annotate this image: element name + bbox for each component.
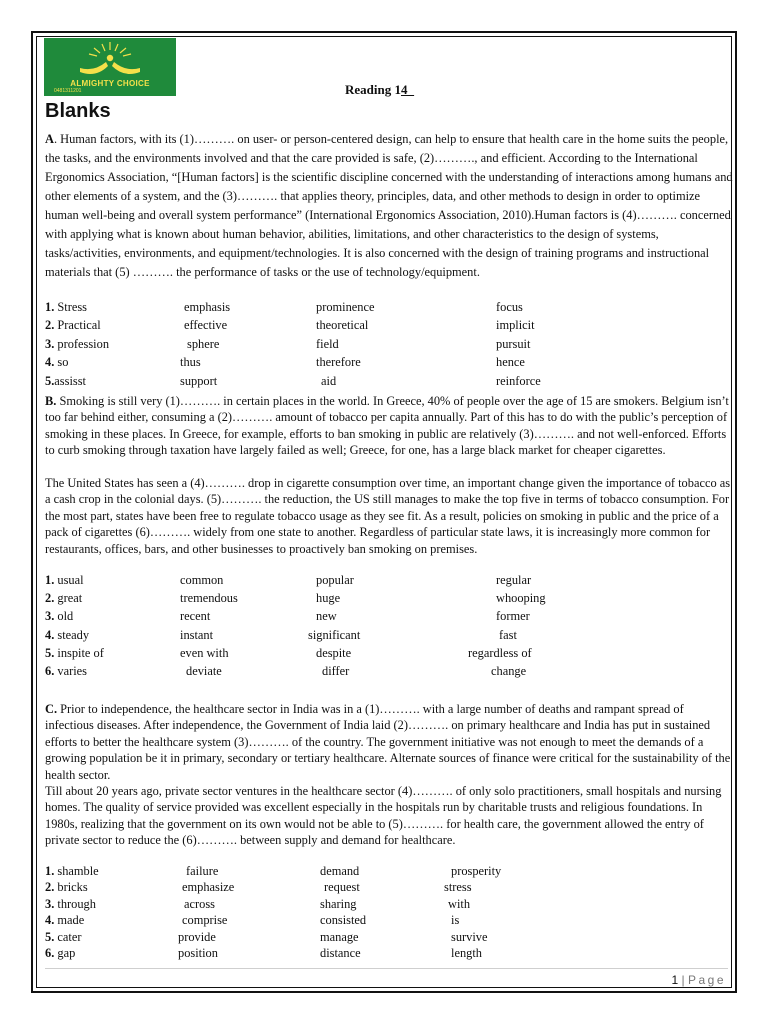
- option-choice-c: theoretical: [316, 318, 369, 333]
- option-row: [45, 300, 733, 318]
- section-b-passage: [45, 393, 733, 459]
- option-number: 1.: [45, 300, 55, 314]
- option-choice-a-text: Practical: [54, 318, 101, 333]
- option-row: [45, 609, 733, 627]
- section-c-label: C.: [45, 702, 58, 716]
- option-choice-a: [45, 628, 89, 643]
- section-c-options: [45, 864, 733, 962]
- option-choice-b: emphasis: [184, 300, 231, 314]
- option-choice-b: common: [180, 573, 224, 587]
- logo-hands-icon: [44, 38, 176, 80]
- option-choice-d: implicit: [496, 318, 535, 333]
- option-row: [45, 318, 733, 336]
- option-choice-d: focus: [496, 300, 523, 314]
- option-row: [45, 355, 733, 373]
- reading-label: Reading 1: [345, 82, 401, 97]
- option-row: [45, 628, 733, 646]
- option-choice-a: [45, 880, 88, 895]
- option-row: [45, 374, 733, 392]
- option-number: 2.: [45, 880, 55, 895]
- option-choice-a: [45, 913, 84, 928]
- page-number: 1: [671, 973, 679, 987]
- option-row: [45, 646, 733, 664]
- option-row: [45, 930, 733, 946]
- option-number: 4.: [45, 627, 55, 642]
- option-choice-a: [45, 300, 87, 315]
- option-choice-d: hence: [496, 355, 525, 370]
- option-choice-a-text: Stress: [54, 300, 87, 314]
- footer-separator: |: [681, 973, 685, 987]
- option-choice-a: [45, 864, 99, 879]
- option-choice-a-text: great: [54, 591, 83, 606]
- option-row: [45, 897, 733, 913]
- option-number: 2.: [45, 591, 55, 606]
- option-choice-b: effective: [184, 318, 228, 333]
- option-choice-a-text: so: [54, 355, 69, 370]
- option-choice-d: length: [451, 945, 482, 960]
- option-choice-a-text: through: [54, 896, 96, 911]
- option-choice-b: support: [180, 373, 218, 388]
- logo-brand-text: ALMIGHTY CHOICE: [70, 79, 150, 88]
- option-choice-a: [45, 573, 84, 588]
- option-row: [45, 591, 733, 609]
- option-choice-b: even with: [180, 645, 229, 660]
- option-choice-a: [45, 946, 75, 961]
- section-a-passage: [45, 130, 733, 282]
- footer-divider: [45, 968, 728, 969]
- option-choice-d: pursuit: [496, 336, 531, 351]
- option-number: 5.: [45, 929, 55, 944]
- option-choice-d: whooping: [496, 591, 546, 606]
- option-choice-d: reinforce: [496, 373, 541, 388]
- option-row: [45, 913, 733, 929]
- option-choice-a: [45, 930, 81, 945]
- option-choice-c: aid: [321, 373, 337, 388]
- option-choice-c: sharing: [320, 896, 357, 911]
- option-choice-d: survive: [451, 929, 488, 944]
- option-number: 5.: [45, 373, 55, 388]
- option-choice-a: [45, 318, 101, 333]
- reading-number: 4_: [400, 82, 414, 97]
- option-choice-d: with: [448, 896, 471, 911]
- section-b-passage-2: The United States has seen a (4)………. drop in cigarette consumption over time, an important change given the importance of tobacco as a cash crop in the colonial days. (5)………. the reduction, the US still manages to make the top five in terms of tobacco consumption. For the most part, states have been free to regulate tobacco usage as they see fit. As a result, policies on smoking in public and the price of a pack of cigarettes (6)………. widely from one state to another. Regardless of particular state laws, it is increasingly more common for restaurants, offices, bars, and other businesses to proactively ban smoking on premises.: [45, 476, 731, 556]
- option-choice-a-text: inspite of: [54, 645, 104, 660]
- section-c-passage-2: Till about 20 years ago, private sector ventures in the healthcare sector (4)………. of only solo practitioners, small hospitals and nursing homes. The quality of service provided was excellent especially in the hospitals run by charitable trusts and religious foundations. In 1980s, realizing that the government on its own would not be able to (5)………. for health care, the government allowed the entry of private sector to reduce the (6)………. between supply and demand for healthcare.: [45, 784, 722, 848]
- option-number: 3.: [45, 336, 55, 351]
- option-number: 3.: [45, 609, 55, 624]
- option-choice-b: deviate: [186, 663, 222, 678]
- section-a-label: A: [45, 132, 54, 146]
- option-choice-b: tremendous: [180, 591, 238, 606]
- option-choice-a: [45, 337, 109, 352]
- logo-phone-text: 0481311201: [54, 88, 82, 94]
- option-choice-a-text: usual: [54, 573, 84, 587]
- option-choice-c: despite: [316, 645, 352, 660]
- option-choice-d: former: [496, 609, 530, 624]
- option-choice-c: request: [324, 880, 360, 895]
- option-choice-a: [45, 664, 87, 679]
- option-choice-a-text: assisst: [54, 373, 86, 388]
- option-choice-d: stress: [444, 880, 472, 895]
- option-number: 1.: [45, 864, 55, 878]
- reading-title: [345, 82, 414, 98]
- option-choice-c: manage: [320, 929, 359, 944]
- option-choice-a-text: gap: [54, 945, 76, 960]
- option-choice-d: fast: [499, 627, 517, 642]
- option-choice-c: new: [316, 609, 337, 624]
- option-choice-b: position: [178, 945, 218, 960]
- option-choice-d: regular: [496, 573, 532, 587]
- option-choice-c: differ: [322, 663, 350, 678]
- option-choice-c: significant: [308, 627, 361, 642]
- option-choice-d: regardless of: [468, 645, 532, 660]
- option-row: [45, 337, 733, 355]
- option-choice-a: [45, 646, 104, 661]
- option-choice-a: [45, 374, 86, 389]
- option-choice-d: change: [491, 663, 527, 678]
- option-row: [45, 864, 733, 880]
- option-number: 3.: [45, 896, 55, 911]
- option-choice-a-text: shamble: [54, 864, 99, 878]
- option-number: 6.: [45, 663, 55, 678]
- option-choice-c: field: [316, 336, 339, 351]
- page-label: Page: [687, 973, 726, 987]
- option-row: [45, 946, 733, 962]
- section-a-text: . Human factors, with its (1)………. on user- or person-centered design, can help to ensure that health care in the home suits the people, the tasks, and the environments involved and that the care provided is safe, (2)………., and efficient. According to the International Ergonomics Association, “[Human factors] is the scientific discipline concerned with the understanding of interactions among humans and other elements of a system, and the (3)………. that applies theory, principles, data, and other methods to design in order to optimize human well-being and overall system performance” (International Ergonomics Association, 2010).Human factors is (4)………. concerned with applying what is known about human behavior, abilities, limitations, and other characteristics to the design of systems, tasks/activities, environments, and equipment/technologies. It is also concerned with the design of training programs and instructional materials that (5) ………. the performance of tasks or the use of technology/equipment.: [45, 132, 733, 279]
- option-choice-a: [45, 609, 73, 624]
- option-choice-b: failure: [186, 864, 219, 878]
- section-c-passage: [45, 701, 733, 783]
- option-choice-b: provide: [178, 929, 216, 944]
- option-choice-d: prosperity: [451, 864, 502, 878]
- section-b-text-1: Smoking is still very (1)………. in certain places in the world. In Greece, 40% of people over the age of 15 are smokers. Belgium isn’t too far behind either, consuming a (2)………. amount of tobacco per capita annually. Part of this has to do with the public’s perception of smoking in these places. In Greece, for example, efforts to ban smoking in public are relatively (3)………. and not well-enforced. Efforts to curb smoking through taxation have largely failed as well; Greece, for one, has a large black market for cheaper cigarettes.: [45, 394, 729, 458]
- option-choice-b: instant: [180, 627, 214, 642]
- option-number: 5.: [45, 645, 55, 660]
- option-choice-a: [45, 591, 82, 606]
- option-choice-c: popular: [316, 573, 354, 587]
- option-choice-c: huge: [316, 591, 341, 606]
- almighty-choice-logo: [44, 38, 176, 96]
- option-choice-a-text: varies: [54, 663, 87, 678]
- option-choice-a: [45, 355, 68, 370]
- option-choice-a-text: old: [54, 609, 74, 624]
- option-choice-b: recent: [180, 609, 211, 624]
- option-number: 1.: [45, 573, 55, 587]
- option-choice-c: therefore: [316, 355, 361, 370]
- option-choice-b: thus: [180, 355, 201, 370]
- option-choice-b: emphasize: [182, 880, 235, 895]
- option-choice-a-text: bricks: [54, 880, 88, 895]
- option-choice-b: across: [184, 896, 215, 911]
- option-row: [45, 664, 733, 682]
- section-b-options: [45, 573, 733, 682]
- option-choice-b: comprise: [182, 913, 228, 928]
- option-number: 4.: [45, 913, 55, 928]
- option-choice-a-text: steady: [54, 627, 90, 642]
- option-number: 2.: [45, 318, 55, 333]
- option-row: [45, 573, 733, 591]
- option-choice-a-text: cater: [54, 929, 82, 944]
- option-number: 6.: [45, 945, 55, 960]
- section-b-label: B.: [45, 394, 57, 408]
- option-number: 4.: [45, 355, 55, 370]
- option-choice-c: distance: [320, 945, 361, 960]
- option-choice-a-text: profession: [54, 336, 110, 351]
- section-a-options: [45, 300, 733, 392]
- option-choice-a: [45, 897, 96, 912]
- option-choice-c: consisted: [320, 913, 367, 928]
- option-choice-b: sphere: [187, 336, 220, 351]
- option-row: [45, 880, 733, 896]
- page-footer: [671, 973, 726, 987]
- page-title: Blanks: [45, 100, 111, 122]
- section-c-text-1: Prior to independence, the healthcare sector in India was in a (1)………. with a large number of deaths and rampant spread of infectious diseases. After independence, the Government of India laid (2)………. on primary healthcare and India has put in sustained efforts to better the healthcare system (3)………. of the country. The government initiative was not enough to meet the demands of a growing population be it in primary, secondary or tertiary healthcare. Alternate sources of finance were critical for the sustainability of the health sector.: [45, 702, 731, 782]
- option-choice-c: demand: [320, 864, 360, 878]
- option-choice-d: is: [451, 913, 460, 928]
- option-choice-a-text: made: [54, 913, 85, 928]
- option-choice-c: prominence: [316, 300, 375, 314]
